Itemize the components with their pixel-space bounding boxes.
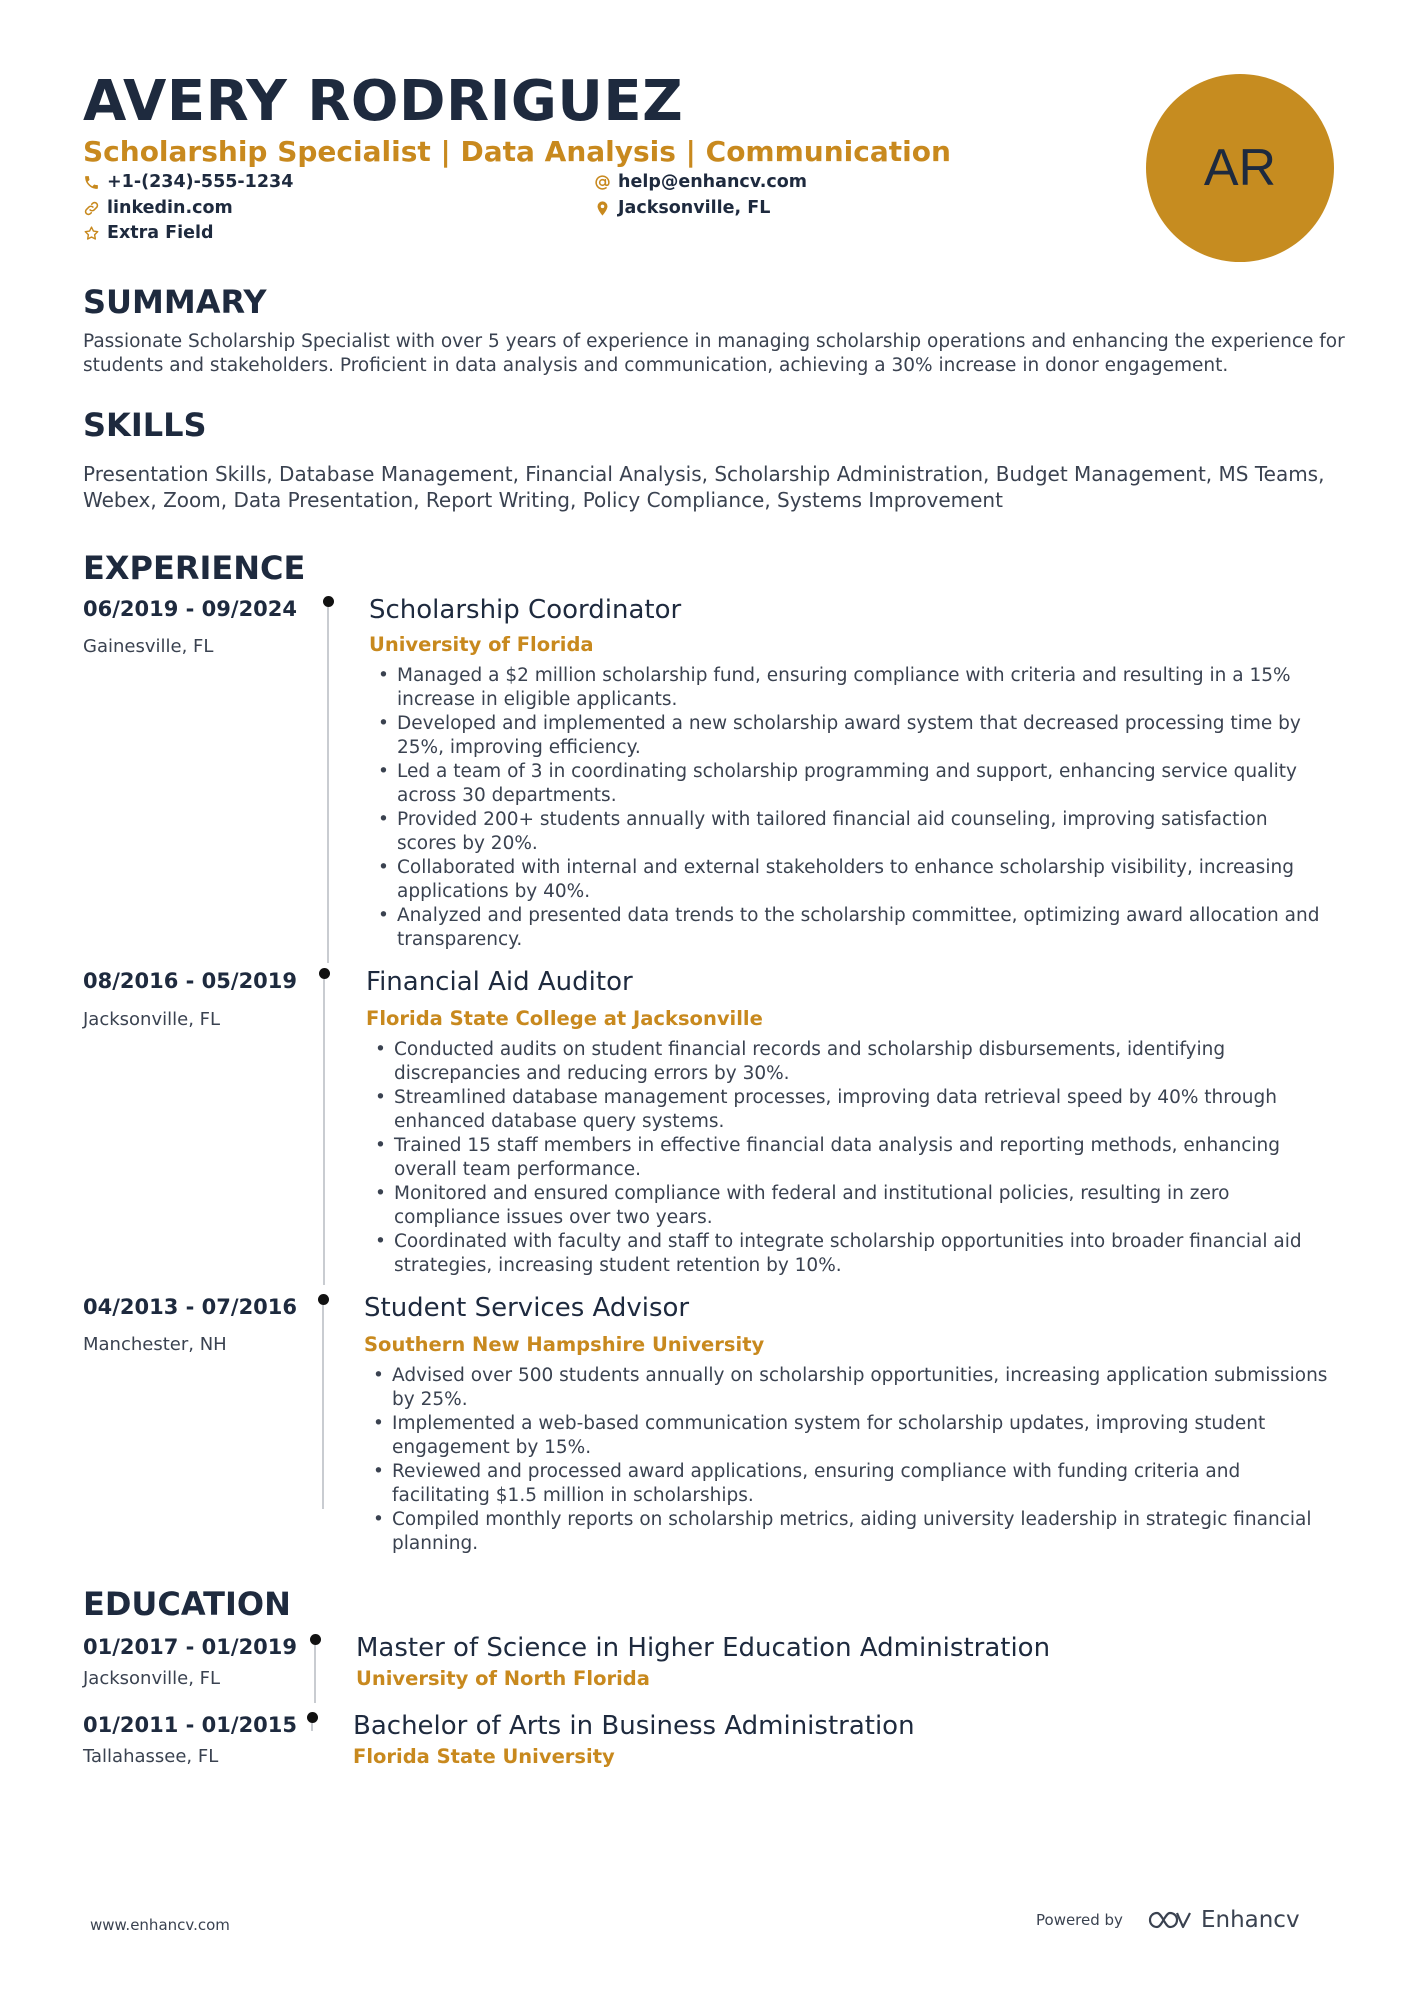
education-school: University of North Florida [356,1667,650,1690]
experience-bullet: • Compiled monthly reports on scholarship metrics, aiding university leadership in strategic financial planning. [365,1508,1340,1556]
experience-bullet: • Led a team of 3 in coordinating scholarship programming and support, enhancing service quality across 30 departments. [370,760,1320,808]
experience-bullet: • Collaborated with internal and external stakeholders to enhance scholarship visibility, increasing applications by 40%. [370,856,1320,904]
footer-branding[interactable] [1036,1907,1300,1933]
experience-bullet: • Advised over 500 students annually on scholarship opportunities, increasing application submissions by 25%. [365,1364,1340,1412]
experience-bullets [365,1364,1340,1556]
avatar [1146,74,1334,262]
contact-phone[interactable] [83,170,293,194]
timeline-line [322,1305,324,1509]
timeline-dot [318,1294,329,1305]
education-location: Tallahassee, FL [83,1746,219,1767]
candidate-name: AVERY RODRIGUEZ [83,69,684,134]
experience-organization: University of Florida [369,633,594,656]
education-dates: 01/2017 - 01/2019 [83,1635,298,1659]
experience-bullet: • Streamlined database management processes, improving data retrieval speed by 40% through enhanced database query systems. [367,1086,1337,1134]
experience-bullet: • Implemented a web-based communication system for scholarship updates, improving student engagement by 15%. [365,1412,1340,1460]
experience-bullets [367,1038,1337,1278]
contact-extra-text: Extra Field [107,223,214,243]
education-school: Florida State University [353,1745,615,1768]
experience-location: Gainesville, FL [83,636,214,657]
education-dates: 01/2011 - 01/2015 [83,1713,298,1737]
experience-bullet: • Trained 15 staff members in effective financial data analysis and reporting methods, enhancing overall team performance. [367,1134,1337,1182]
education-degree: Bachelor of Arts in Business Administration [353,1711,915,1741]
skills-text: Presentation Skills, Database Management, Financial Analysis, Scholarship Administration, Budget Management, MS Teams, Webex, Zoom, Data Presentation, Report Writing, Policy Compliance, Systems Improvement [83,462,1325,512]
experience-dates: 04/2013 - 07/2016 [83,1295,298,1319]
contact-location [594,196,770,220]
experience-bullet: • Provided 200+ students annually with tailored financial aid counseling, improving satisfaction scores by 20%. [370,808,1320,856]
experience-bullet: • Analyzed and presented data trends to the scholarship committee, optimizing award allocation and transparency. [370,904,1320,952]
experience-role: Financial Aid Auditor [366,967,633,997]
education-heading: EDUCATION [83,1585,291,1623]
timeline-line [323,979,325,1285]
experience-bullet: • Developed and implemented a new scholarship award system that decreased processing time by 25%, improving efficiency. [370,712,1320,760]
candidate-headline: Scholarship Specialist | Data Analysis | Communication [83,135,951,168]
summary-heading: SUMMARY [83,283,267,321]
summary-text: Passionate Scholarship Specialist with over 5 years of experience in managing scholarship operations and enhancing the experience for students and stakeholders. Proficient in data analysis and communication, achieving a 30% increase in donor engagement. [83,331,1345,376]
experience-bullet: • Monitored and ensured compliance with federal and institutional policies, resulting in zero compliance issues over two years. [367,1182,1337,1230]
at-icon [594,174,611,191]
timeline-line [327,607,329,963]
contact-email[interactable] [594,170,807,194]
timeline-dot [319,968,330,979]
education-degree: Master of Science in Higher Education Administration [356,1633,1051,1663]
enhancv-logo-icon [1147,1908,1193,1932]
avatar-initials: AR [1203,139,1277,197]
phone-icon [83,174,100,191]
experience-bullet: • Managed a $2 million scholarship fund, ensuring compliance with criteria and resulting in a 15% increase in eligible applicants. [370,664,1320,712]
education-location: Jacksonville, FL [83,1668,221,1689]
experience-location: Manchester, NH [83,1334,227,1355]
timeline-dot [323,596,334,607]
timeline-dot [310,1634,321,1645]
timeline-line [314,1645,316,1703]
timeline-dot [307,1712,318,1723]
footer-website[interactable]: www.enhancv.com [90,1916,230,1934]
experience-dates: 06/2019 - 09/2024 [83,597,298,621]
timeline-line [311,1723,313,1731]
link-icon [83,200,100,217]
contact-extra [83,221,214,245]
experience-bullet: • Reviewed and processed award applications, ensuring compliance with funding criteria and facilitating $1.5 million in scholarships. [365,1460,1340,1508]
experience-organization: Florida State College at Jacksonville [366,1007,763,1030]
experience-dates: 08/2016 - 05/2019 [83,969,298,993]
brand-name: Enhancv [1200,1907,1300,1933]
contact-phone-text: +1-(234)-555-1234 [107,172,294,192]
skills-heading: SKILLS [83,406,207,444]
experience-organization: Southern New Hampshire University [364,1333,765,1356]
experience-location: Jacksonville, FL [83,1009,221,1030]
contact-location-text: Jacksonville, FL [618,198,771,218]
experience-bullet: • Conducted audits on student financial records and scholarship disbursements, identifying discrepancies and reducing errors by 30%. [367,1038,1337,1086]
experience-bullet: • Coordinated with faculty and staff to integrate scholarship opportunities into broader financial aid strategies, increasing student retention by 10%. [367,1230,1337,1278]
experience-role: Student Services Advisor [364,1293,690,1323]
contact-linkedin[interactable] [83,196,233,220]
map-pin-icon [594,200,611,217]
contact-email-text: help@enhancv.com [618,172,808,192]
powered-by-label: Powered by [1036,1911,1123,1929]
star-icon [83,225,100,242]
contact-linkedin-text: linkedin.com [107,198,233,218]
experience-role: Scholarship Coordinator [369,595,682,625]
experience-heading: EXPERIENCE [83,549,306,587]
experience-bullets [370,664,1320,952]
